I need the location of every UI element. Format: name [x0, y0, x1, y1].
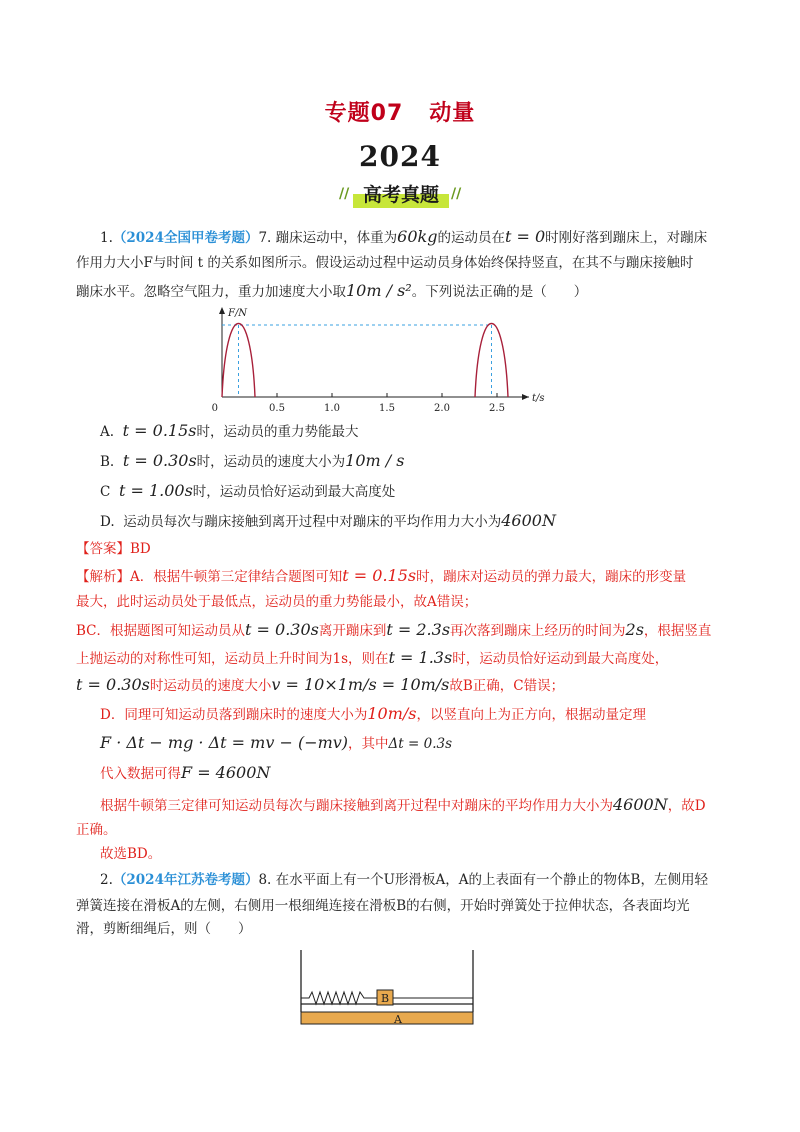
q2-line-3: 滑，剪断细绳后，则（ ）: [76, 921, 252, 937]
momentum-equation: F · Δt − mg · Δt = mv − (−mv): [100, 733, 349, 752]
q2-line-2: 弹簧连接在滑板A的左侧，右侧用一根细绳连接在滑板B的右侧，开始时弹簧处于拉伸状态，各表面均光: [76, 898, 690, 914]
title-text: 动量: [429, 101, 476, 126]
analysis-line-2: 最大，此时运动员处于最低点，运动员的重力势能最小，故A错误；: [76, 594, 478, 610]
x-tick-label: 2.0: [434, 403, 450, 414]
u-board-figure: [295, 948, 480, 1030]
option-c-math: t = 1.00s: [118, 481, 193, 500]
q1-line-3: [76, 278, 587, 305]
option-d-math2: 4600N: [501, 511, 556, 530]
analysis-text: 代入数据可得: [100, 766, 181, 782]
analysis-math: t = 2.3s: [386, 620, 451, 639]
analysis-math: 4600N: [613, 795, 668, 814]
q2-subnumber: 8.: [258, 872, 272, 888]
analysis-text: 上抛运动的对称性可知，运动员上升时间为1s，则在: [76, 651, 389, 667]
board-a: [301, 1012, 473, 1024]
spring: [301, 992, 377, 1004]
option-a-label: A.: [100, 424, 115, 440]
option-c-text: 时，运动员恰好运动到最大高度处: [192, 484, 396, 500]
analysis-math: v = 10×1m/s = 10m/s: [271, 675, 450, 694]
section-banner: [339, 182, 462, 208]
analysis-line-8: [100, 760, 270, 787]
option-b-text: 时，运动员的速度大小为: [196, 454, 346, 470]
analysis-equation: [100, 730, 452, 757]
analysis-math: 2s: [625, 620, 644, 639]
analysis-text: 【解析】A．根据牛顿第三定律结合题图可知: [76, 569, 343, 585]
analysis-text: ，其中: [348, 736, 389, 752]
q1-text: 时刚好落到蹦床上，对蹦床: [545, 230, 708, 246]
page-title: [0, 96, 800, 127]
analysis-line-6: [100, 701, 646, 728]
analysis-line-11: 故选BD。: [100, 846, 162, 862]
analysis-math: 10m/s: [367, 704, 417, 723]
analysis-text: 时，运动员恰好运动到最大高度处，: [452, 651, 669, 667]
analysis-math: Δt = 0.3s: [388, 736, 453, 752]
x-axis-arrow-icon: [522, 394, 529, 400]
q1-answer: 【答案】BD: [76, 541, 151, 557]
analysis-math: t = 0.30s: [245, 620, 319, 639]
option-a-text: 时，运动员的重力势能最大: [196, 424, 359, 440]
analysis-math: t = 0.15s: [342, 566, 417, 585]
q1-text: 的运动员在: [437, 230, 505, 246]
option-b-label: B.: [100, 454, 115, 470]
q2-text: 在水平面上有一个U形滑板A，A的上表面有一个静止的物体B，左侧用轻: [275, 872, 708, 888]
title-number: 专题07: [324, 101, 404, 126]
q1-text: 。下列说法正确的是（ ）: [411, 284, 588, 300]
analysis-text: 根据牛顿第三定律可知运动员每次与蹦床接触到离开过程中对蹦床的平均作用力大小为: [100, 798, 613, 814]
analysis-line-5: [76, 672, 564, 699]
option-d-text: 运动员每次与蹦床接触到离开过程中对蹦床的平均作用力大小为: [123, 514, 502, 530]
board-a-label: A: [394, 1013, 402, 1026]
block-b-label: B: [380, 992, 390, 1005]
analysis-math: F = 4600N: [181, 763, 271, 782]
analysis-line-1: [76, 563, 686, 590]
analysis-text: BC．根据题图可知运动员从: [76, 623, 246, 639]
option-b-math2: 10m / s: [345, 451, 405, 470]
year-heading: 2024: [359, 140, 441, 173]
q1-number: 1.: [100, 230, 113, 246]
option-c[interactable]: [100, 478, 395, 505]
analysis-text: 时运动员的速度大小: [149, 678, 272, 694]
option-a-math: t = 0.15s: [122, 421, 197, 440]
option-d[interactable]: [100, 508, 556, 535]
analysis-line-3: [76, 617, 711, 644]
analysis-text: 离开蹦床到: [318, 623, 387, 639]
q1-t0: t = 0: [504, 227, 546, 246]
option-a[interactable]: [100, 418, 358, 445]
q1-line-2: 作用力大小F与时间 t 的关系如图所示。假设运动过程中运动员身体始终保持竖直，在其不与蹦床接触时: [76, 255, 694, 271]
x-tick-label: 1.5: [379, 403, 395, 414]
option-c-label: C: [100, 484, 111, 500]
q2-source: （2024年江苏卷考题）: [112, 872, 259, 888]
banner-label: 高考真题: [362, 184, 439, 206]
analysis-math: t = 1.3s: [388, 648, 453, 667]
option-b-math: t = 0.30s: [122, 451, 197, 470]
analysis-text: 故B正确，C错误；: [449, 678, 565, 694]
q2-number: 2.: [100, 872, 113, 888]
option-b[interactable]: [100, 448, 404, 475]
analysis-text: 时，蹦床对运动员的弹力最大，蹦床的形变量: [416, 569, 687, 585]
x-tick-label: 1.0: [324, 403, 340, 414]
q2-line-1: [100, 868, 708, 893]
x-axis-label: t/s: [532, 393, 545, 404]
analysis-text: ，故D: [667, 798, 706, 814]
q1-source: （2024全国甲卷考题）: [112, 230, 259, 246]
q1-line-1: [100, 224, 707, 251]
x-tick-label: 0.5: [269, 403, 285, 414]
y-axis-arrow-icon: [219, 307, 225, 314]
x-tick-label: 0: [211, 403, 218, 414]
option-d-label: D.: [100, 514, 115, 530]
analysis-text: D．同理可知运动员落到蹦床时的速度大小为: [100, 707, 368, 723]
analysis-line-4: [76, 645, 668, 672]
banner-left-slash-icon: //: [339, 186, 350, 202]
analysis-text: 再次落到蹦床上经历的时间为: [450, 623, 626, 639]
q1-subnumber: 7.: [258, 230, 272, 246]
q1-text: 蹦床运动中，体重为: [275, 230, 398, 246]
analysis-line-10: 正确。: [76, 822, 117, 838]
analysis-text: ，根据竖直: [643, 623, 712, 639]
y-axis-label: F/N: [228, 308, 248, 319]
analysis-line-9: [100, 792, 706, 819]
q1-mass: 60kg: [397, 227, 438, 246]
banner-right-slash-icon: //: [451, 186, 462, 202]
analysis-text: ，以竖直向上为正方向，根据动量定理: [416, 707, 646, 723]
q1-text: 蹦床水平。忽略空气阻力，重力加速度大小取: [76, 284, 346, 300]
analysis-math: t = 0.30s: [76, 675, 150, 694]
q1-gravity: 10m / s²: [346, 281, 412, 300]
x-tick-label: 2.5: [489, 403, 505, 414]
force-time-chart: [200, 305, 570, 415]
